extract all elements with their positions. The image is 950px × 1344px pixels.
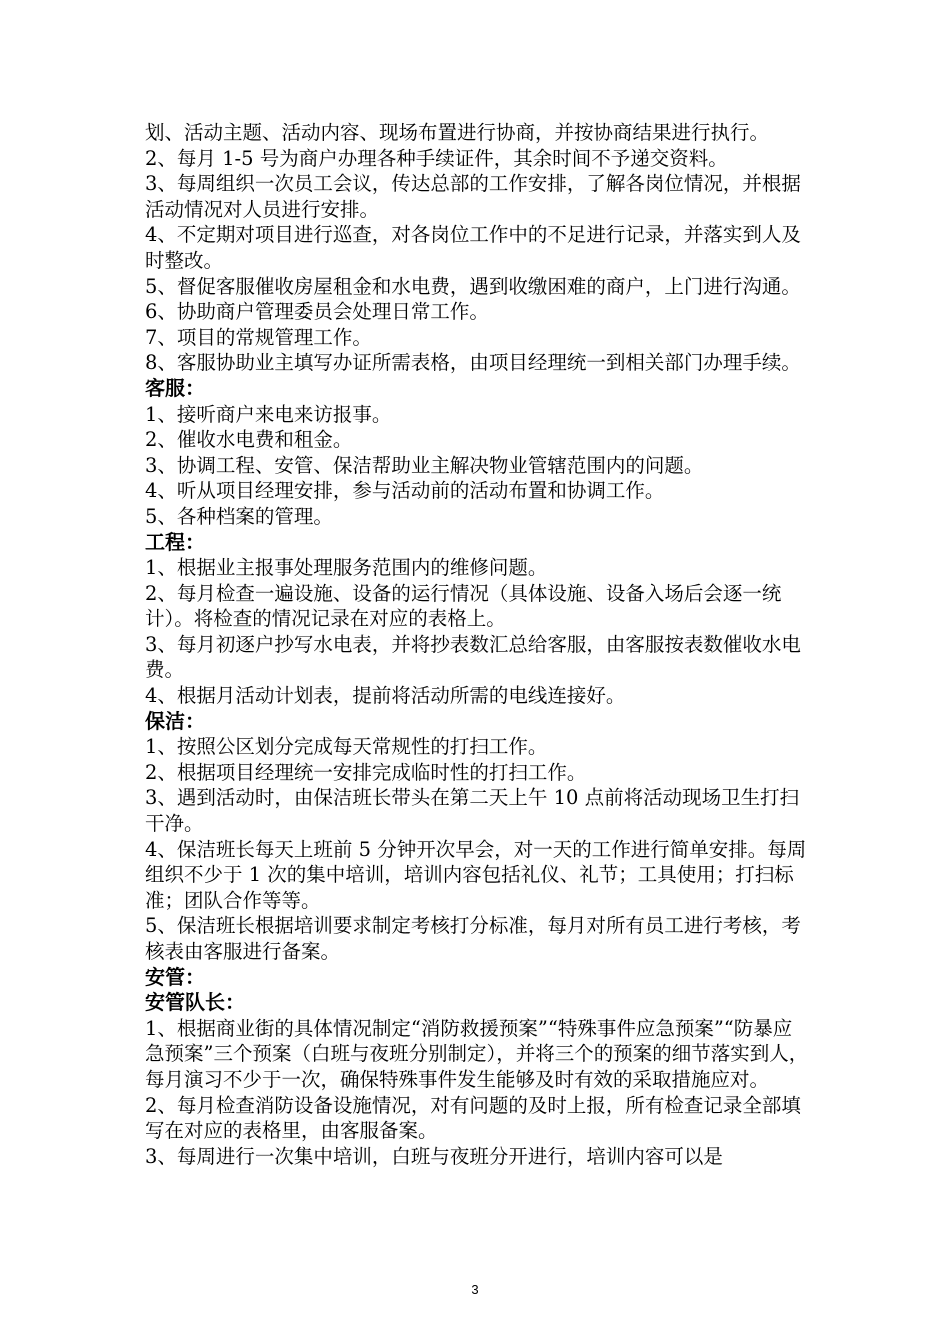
paragraph: 3、每月初逐户抄写水电表，并将抄表数汇总给客服，由客服按表数催收水电费。 [145,632,801,682]
paragraph: 4、根据月活动计划表，提前将活动所需的电线连接好。 [145,684,626,708]
section-heading: 安管队长： [145,990,245,1015]
paragraph: 5、督促客服催收房屋租金和水电费，遇到收缴困难的商户，上门进行沟通。 [145,274,801,298]
paragraph: 6、协助商户管理委员会处理日常工作。 [145,300,489,324]
paragraph: 5、各种档案的管理。 [145,504,333,528]
paragraph: 7、项目的常规管理工作。 [145,325,372,349]
paragraph: 1、根据商业街的具体情况制定“消防救援预案”“特殊事件应急预案”“防暴应急预案”三个预案（白班与夜班分别制定），并将三个的预案的细节落实到人，每月演习不少于一次，确保特殊事件发生能够及时有效的采取措施应对。 [145,1016,809,1091]
document-body [145,120,810,1169]
section-heading: 工程： [145,529,205,554]
section-heading: 安管： [145,964,205,989]
paragraph: 3、协调工程、安管、保洁帮助业主解决物业管辖范围内的问题。 [145,453,704,477]
paragraph: 4、听从项目经理安排，参与活动前的活动布置和协调工作。 [145,479,665,503]
paragraph: 2、每月检查一遍设施、设备的运行情况（具体设施、设备入场后会逐一统计）。将检查的情况记录在对应的表格上。 [145,581,782,631]
paragraph: 2、根据项目经理统一安排完成临时性的打扫工作。 [145,760,587,784]
paragraph: 3、每周进行一次集中培训，白班与夜班分开进行，培训内容可以是 [145,1144,723,1168]
paragraph: 1、根据业主报事处理服务范围内的维修问题。 [145,556,548,580]
paragraph: 2、催收水电费和租金。 [145,428,353,452]
paragraph: 8、客服协助业主填写办证所需表格，由项目经理统一到相关部门办理手续。 [145,351,801,375]
paragraph: 1、按照公区划分完成每天常规性的打扫工作。 [145,735,548,759]
paragraph: 划、活动主题、活动内容、现场布置进行协商，并按协商结果进行执行。 [145,121,770,144]
paragraph: 2、每月 1-5 号为商户办理各种手续证件，其余时间不予递交资料。 [145,146,728,170]
paragraph: 3、每周组织一次员工会议，传达总部的工作安排，了解各岗位情况，并根据活动情况对人员进行安排。 [145,172,801,221]
page-number: 3 [471,1282,479,1297]
paragraph: 4、不定期对项目进行巡查，对各岗位工作中的不足进行记录，并落实到人及时整改。 [145,223,801,272]
section-heading: 保洁： [145,708,205,733]
paragraph: 4、保洁班长每天上班前 5 分钟开次早会，对一天的工作进行简单安排。每周组织不少于 1 次的集中培训，培训内容包括礼仪、礼节；工具使用；打扫标准；团队合作等等。 [145,837,807,912]
paragraph: 1、接听商户来电来访报事。 [145,402,392,426]
paragraph: 2、每月检查消防设备设施情况，对有问题的及时上报，所有检查记录全部填写在对应的表格里，由客服备案。 [145,1093,801,1143]
paragraph: 5、保洁班长根据培训要求制定考核打分标准，每月对所有员工进行考核，考核表由客服进行备案。 [145,914,801,963]
paragraph: 3、遇到活动时，由保洁班长带头在第二天上午 10 点前将活动现场卫生打扫干净。 [145,786,800,836]
section-heading: 客服： [145,375,205,400]
